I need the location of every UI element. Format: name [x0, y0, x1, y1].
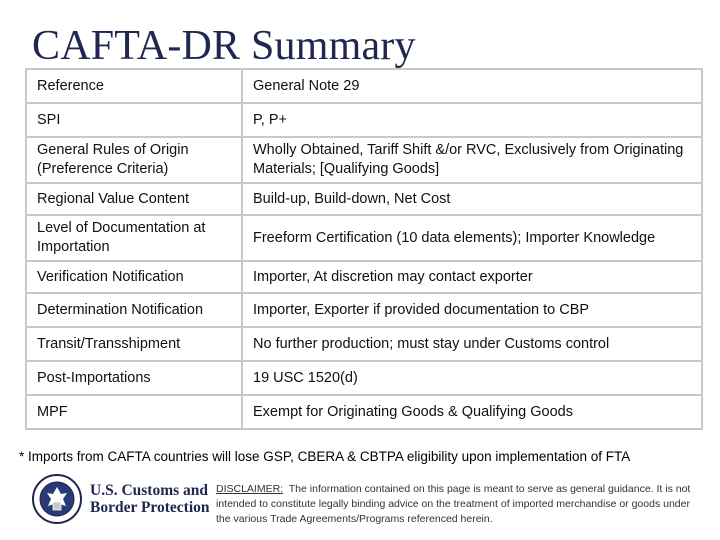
row-value: Exempt for Originating Goods & Qualifying Goods: [242, 395, 702, 429]
table-row: [26, 261, 702, 293]
row-value: P, P+: [242, 103, 702, 137]
table-row: [26, 137, 702, 183]
summary-table: [25, 68, 703, 430]
disclaimer-label: DISCLAIMER:: [216, 483, 284, 495]
table-row: [26, 395, 702, 429]
row-label: Regional Value Content: [26, 183, 242, 215]
row-label: Level of Documentation at Importation: [26, 215, 242, 261]
row-value: Wholly Obtained, Tariff Shift &/or RVC, Exclusively from Originating Materials; [Qualifying Goods]: [242, 137, 702, 183]
footnote: * Imports from CAFTA countries will lose GSP, CBERA & CBTPA eligibility upon implementation of FTA: [19, 449, 631, 464]
row-value: Freeform Certification (10 data elements); Importer Knowledge: [242, 215, 702, 261]
row-label: MPF: [26, 395, 242, 429]
dhs-seal-icon: [32, 474, 82, 524]
page-title: CAFTA-DR Summary: [32, 23, 416, 69]
disclaimer-text: The information contained on this page is meant to serve as general guidance. It is not intended to constitute legally binding advice on the treatment of imported merchandise or goods under the various Trade Agreements/Programs referenced herein.: [216, 483, 691, 525]
cbp-logo: [32, 474, 212, 526]
table-row: [26, 215, 702, 261]
row-label: Reference: [26, 69, 242, 103]
table-row: [26, 69, 702, 103]
logo-line-1: U.S. Customs and: [90, 482, 209, 499]
row-label: Determination Notification: [26, 293, 242, 327]
logo-line-2: Border Protection: [90, 499, 210, 516]
row-value: Build-up, Build-down, Net Cost: [242, 183, 702, 215]
table-row: [26, 183, 702, 215]
table-row: [26, 103, 702, 137]
table-row: [26, 327, 702, 361]
row-label: SPI: [26, 103, 242, 137]
row-value: Importer, Exporter if provided documentation to CBP: [242, 293, 702, 327]
table-row: [26, 361, 702, 395]
row-label: Verification Notification: [26, 261, 242, 293]
row-value: General Note 29: [242, 69, 702, 103]
row-value: No further production; must stay under Customs control: [242, 327, 702, 361]
row-label: Transit/Transshipment: [26, 327, 242, 361]
row-label: General Rules of Origin (Preference Criteria): [26, 137, 242, 183]
disclaimer: [216, 482, 704, 527]
row-value: Importer, At discretion may contact exporter: [242, 261, 702, 293]
row-value: 19 USC 1520(d): [242, 361, 702, 395]
table-row: [26, 293, 702, 327]
row-label: Post-Importations: [26, 361, 242, 395]
logo-wordmark: [90, 482, 210, 516]
